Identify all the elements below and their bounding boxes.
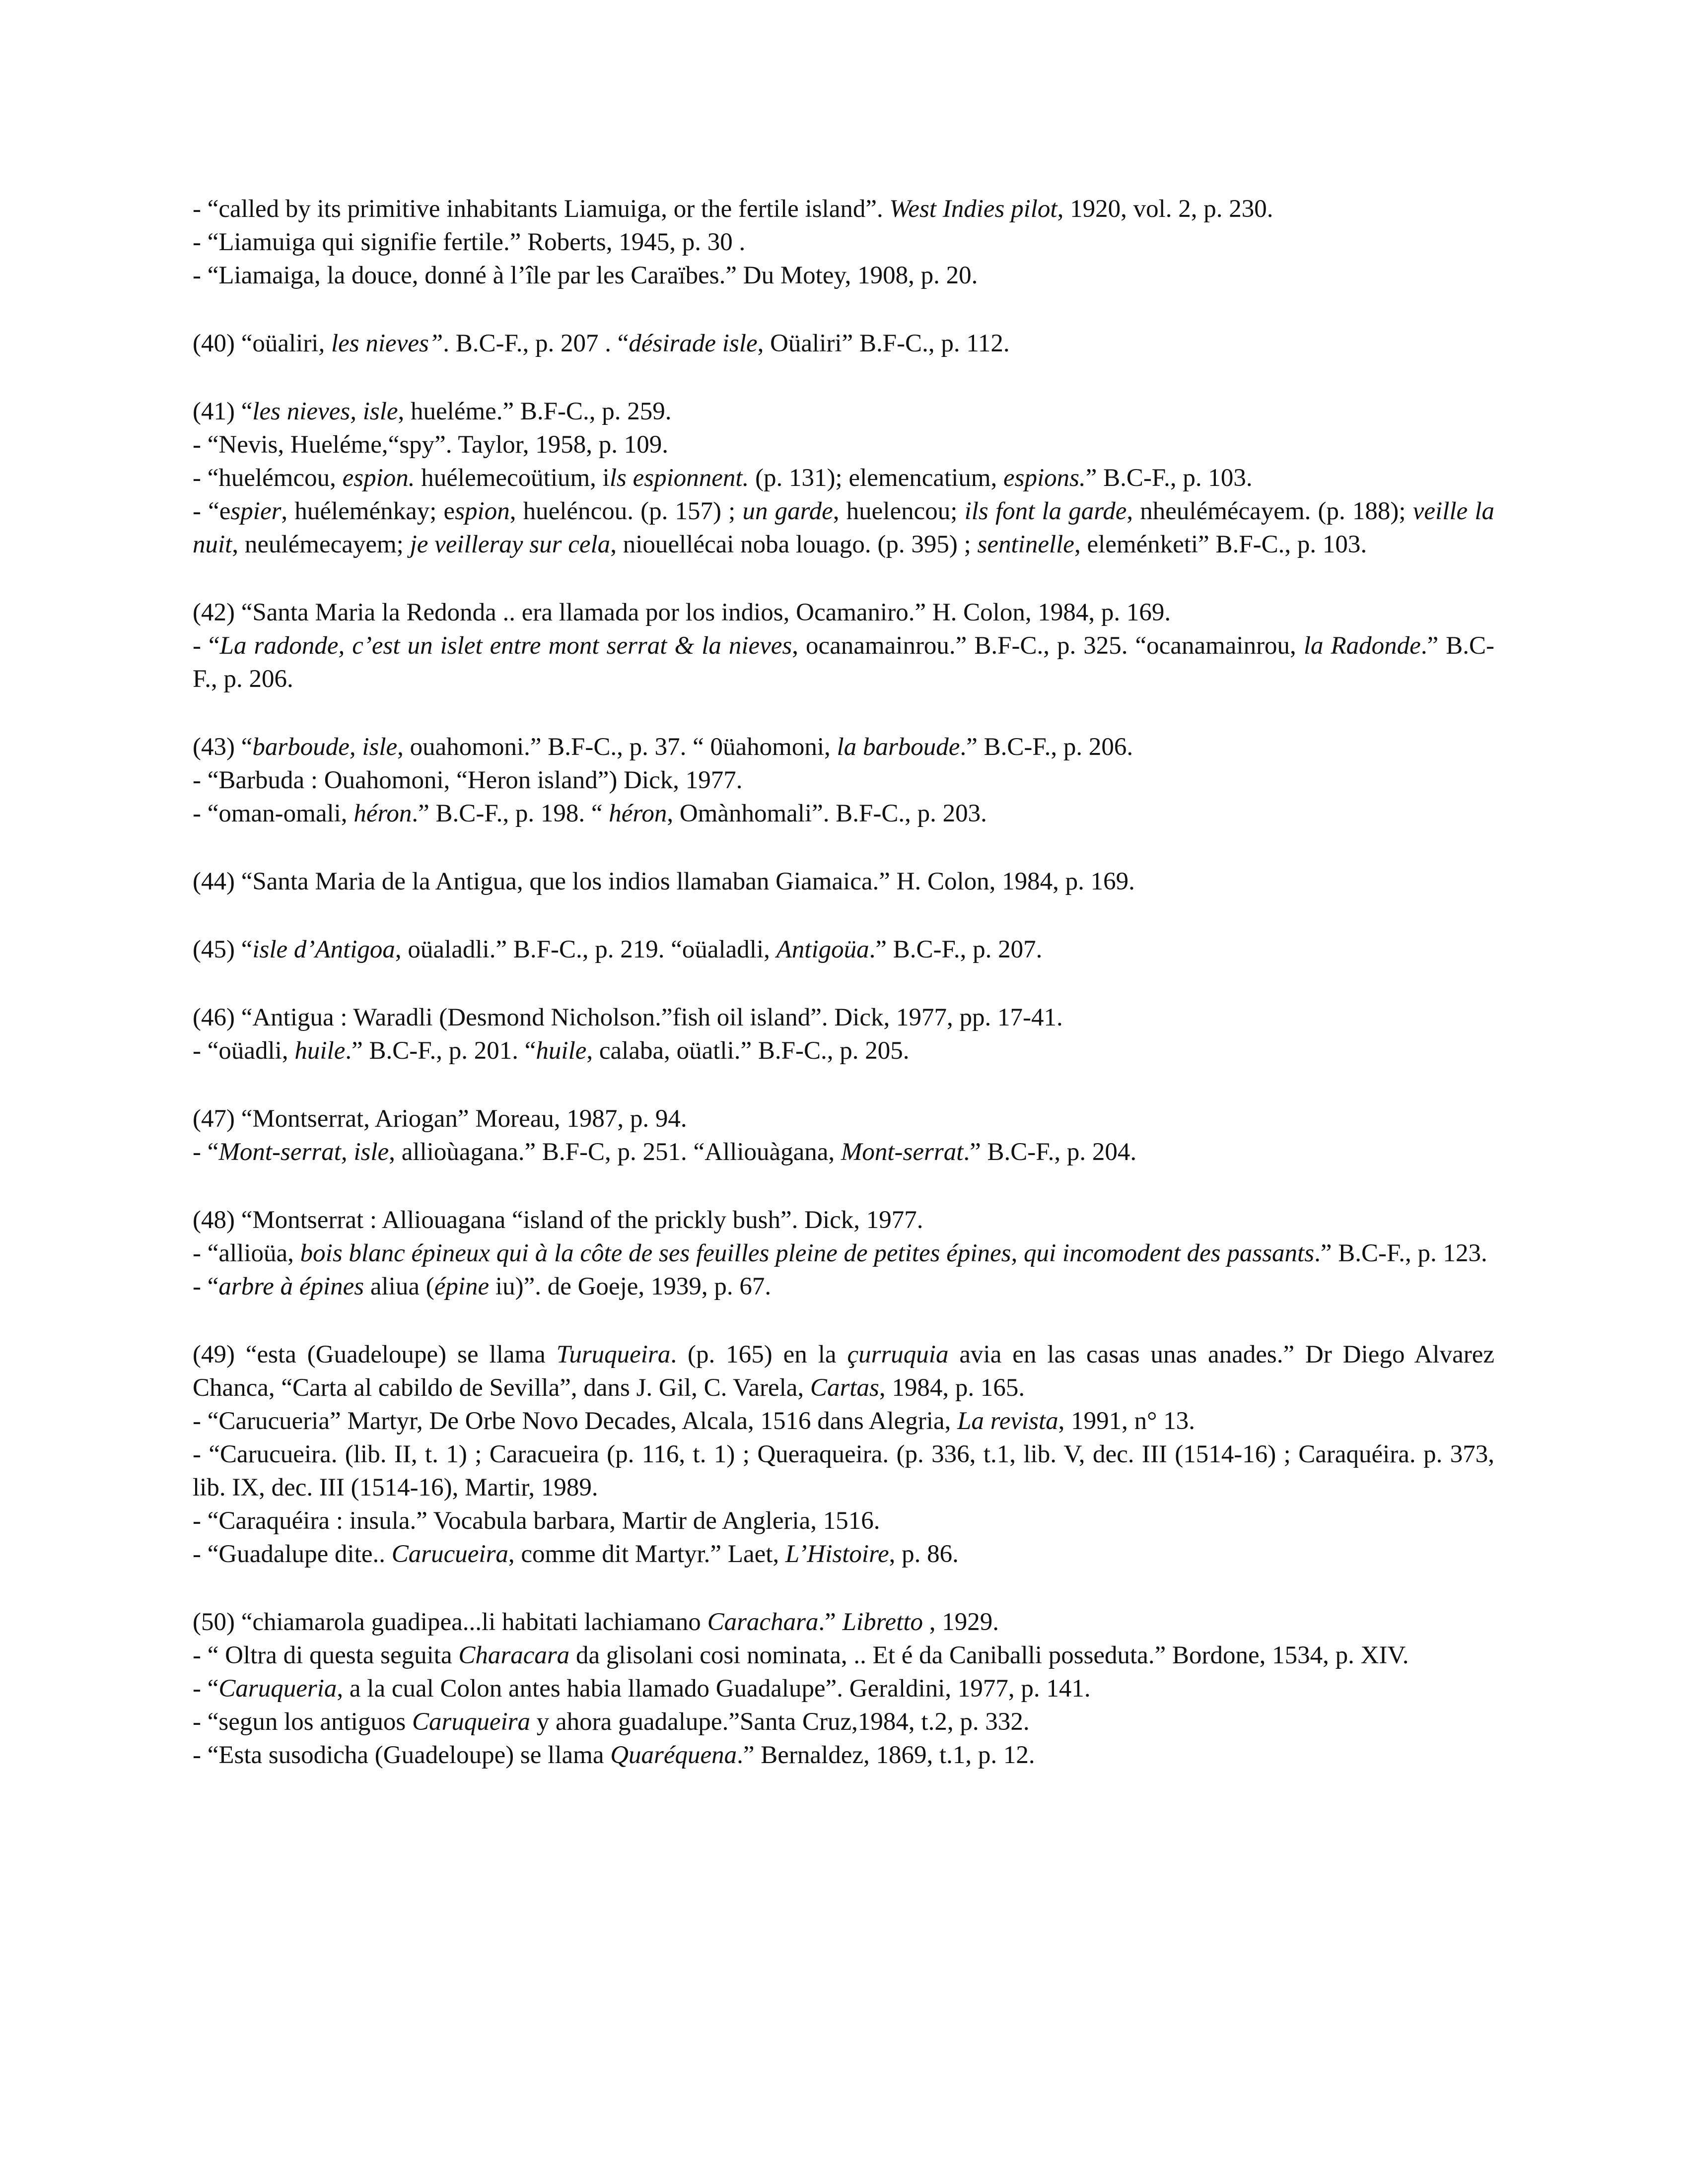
italic-text: Libretto: [842, 1608, 923, 1636]
italic-text: bois blanc épineux qui à la côte de ses feuilles pleine de petites épines, qui incomodent des passants: [300, 1239, 1315, 1267]
italic-text: La radonde, c’est un islet entre mont serrat & la nieves: [219, 632, 792, 660]
text: , ouahomoni.” B.F-C., p. 37. “ 0üahomoni,: [397, 733, 837, 761]
italic-text: Turuqueira: [556, 1341, 671, 1368]
text: , comme dit Martyr.” Laet,: [508, 1540, 785, 1568]
text: - “Liamuiga qui signifie fertile.” Roberts, 1945, p. 30 .: [193, 228, 746, 256]
text: . (p. 165) en la: [670, 1341, 847, 1368]
note-entry: [193, 731, 1494, 830]
text: (48) “Montserrat : Alliouagana “island of the prickly bush”. Dick, 1977.: [193, 1206, 923, 1234]
text: , 1991, n° 13.: [1058, 1407, 1196, 1435]
text: . B.C-F., p. 207 . “: [443, 330, 629, 357]
text: .” B.C-F., p. 198. “: [412, 800, 609, 827]
italic-text: spion: [455, 497, 510, 525]
text: - “oman-omali,: [193, 800, 354, 827]
italic-text: Carucueira: [391, 1540, 508, 1568]
text: - “huelémcou,: [193, 464, 343, 492]
citation-line: [193, 1001, 1494, 1034]
italic-text: veille la nuit: [193, 497, 1494, 558]
text: , allioùagana.” B.F-C, p. 251. “Alliouàgana,: [389, 1138, 841, 1166]
citation-line: [193, 731, 1494, 764]
text: .” B.C-F., p. 206.: [960, 733, 1133, 761]
citation-line: [193, 1034, 1494, 1068]
text: - “Caraquéira : insula.” Vocabula barbara, Martir de Angleria, 1516.: [193, 1507, 880, 1535]
text: - “Esta susodicha (Guadeloupe) se llama: [193, 1741, 611, 1769]
note-entry: [193, 933, 1494, 966]
citation-line: [193, 1639, 1494, 1672]
text: , nheulémécayem. (p. 188);: [1126, 497, 1413, 525]
citation-line: [193, 1237, 1494, 1270]
text: (40) “oüaliri: [193, 330, 319, 357]
italic-text: la Radonde: [1303, 632, 1421, 660]
italic-text: West Indies pilot: [889, 195, 1057, 223]
text: , calaba, oüatli.” B.F-C., p. 205.: [586, 1037, 910, 1065]
text: (49) “esta (Guadeloupe) se llama: [193, 1341, 557, 1368]
citation-line: [193, 1739, 1494, 1772]
text: - “called by its primitive inhabitants Liamuiga, or the fertile island”.: [193, 195, 890, 223]
italic-text: ls espionnent.: [609, 464, 749, 492]
note-entry: [193, 395, 1494, 561]
italic-text: Mont-serrat: [841, 1138, 964, 1166]
note-entry: [193, 1102, 1494, 1169]
italic-text: huile: [536, 1037, 587, 1065]
note-entry: [193, 1001, 1494, 1068]
text: - “segun los antiguos: [193, 1708, 412, 1736]
citation-line: [193, 1504, 1494, 1538]
text: (p. 131); elemencatium,: [749, 464, 1003, 492]
italic-text: isle d’Antigoa: [252, 936, 395, 963]
text: .” B.C-F., p. 204.: [963, 1138, 1137, 1166]
text: , eleménketi” B.F-C., p. 103.: [1074, 531, 1367, 558]
text: (41) “: [193, 398, 253, 425]
citation-line: [193, 259, 1494, 292]
italic-text: Mont-serrat, isle: [218, 1138, 389, 1166]
text: , niouellécai noba louago. (p. 395) ;: [610, 531, 978, 558]
text: - “Carucueria” Martyr, De Orbe Novo Decades, Alcala, 1516 dans Alegria,: [193, 1407, 958, 1435]
text: , Oüaliri” B.F-C., p. 112.: [757, 330, 1010, 357]
text: .” B.C-F., p. 123.: [1314, 1239, 1487, 1267]
text: - “e: [193, 497, 231, 525]
text: - “Guadalupe dite..: [193, 1540, 392, 1568]
italic-text: les nieves, isle: [252, 398, 398, 425]
text: huélemecoütium, i: [415, 464, 610, 492]
italic-text: barboude, isle: [252, 733, 398, 761]
text: - “oüadli,: [193, 1037, 295, 1065]
citation-line: [193, 1136, 1494, 1169]
text: (44) “Santa Maria de la Antigua, que los indios llamaban Giamaica.” H. Colon, 1984, p. 169.: [193, 868, 1135, 895]
italic-text: espions.: [1003, 464, 1086, 492]
text: (50) “chiamarola guadipea...li habitati lachiamano: [193, 1608, 707, 1636]
citation-line: [193, 1438, 1494, 1504]
text: (45) “: [193, 936, 253, 963]
note-entry: [193, 865, 1494, 898]
note-entry: [193, 596, 1494, 696]
text: , hueléme.” B.F-C., p. 259.: [398, 398, 672, 425]
text: .”: [818, 1608, 843, 1636]
italic-text: ils font la garde: [964, 497, 1127, 525]
citation-line: [193, 327, 1494, 360]
citation-line: [193, 1204, 1494, 1237]
document-page: [193, 193, 1494, 1807]
text: , oüaladli.” B.F-C., p. 219. “oüaladli,: [395, 936, 776, 963]
citation-line: [193, 395, 1494, 428]
citation-line: [193, 193, 1494, 226]
italic-text: Quaréquena: [610, 1741, 737, 1769]
text: - “: [193, 1273, 219, 1300]
text: , neulémecayem;: [232, 531, 410, 558]
citation-line: [193, 1538, 1494, 1571]
citation-line: [193, 462, 1494, 495]
text: .” B.C-F., p. 206.: [193, 632, 1494, 693]
italic-text: un garde: [742, 497, 833, 525]
citation-line: [193, 865, 1494, 898]
citation-line: [193, 1270, 1494, 1303]
text: , huelencou;: [833, 497, 965, 525]
text: .” B.C-F., p. 201. “: [345, 1037, 536, 1065]
text: , p. 86.: [889, 1540, 959, 1568]
italic-text: Caruqueria: [218, 1675, 337, 1703]
text: .” B.C-F., p. 207.: [869, 936, 1043, 963]
text: ” B.C-F., p. 103.: [1085, 464, 1253, 492]
citation-line: [193, 933, 1494, 966]
italic-text: la barboude: [837, 733, 960, 761]
italic-text: Caruqueira: [412, 1708, 530, 1736]
italic-text: héron: [353, 800, 412, 827]
text: - “ Oltra di questa seguita: [193, 1641, 459, 1669]
text: - “: [193, 632, 220, 660]
text: - “: [193, 1675, 219, 1703]
text: iu)”. de Goeje, 1939, p. 67.: [489, 1273, 772, 1300]
text: , 1984, p. 165.: [879, 1374, 1025, 1402]
citation-line: [193, 1405, 1494, 1438]
italic-text: Antigoüa: [776, 936, 869, 963]
text: (42) “Santa Maria la Redonda .. era llamada por los indios, Ocamaniro.” H. Colon, 1984, p. 169.: [193, 599, 1171, 626]
text: y ahora guadalupe.”Santa Cruz,1984, t.2, p. 332.: [530, 1708, 1030, 1736]
text: aliua (: [364, 1273, 434, 1300]
text: , 1929.: [923, 1608, 999, 1636]
citation-line: [193, 1338, 1494, 1405]
text: (46) “Antigua : Waradli (Desmond Nicholson.”fish oil island”. Dick, 1977, pp. 17-41.: [193, 1004, 1063, 1031]
citation-line: [193, 495, 1494, 561]
text: , a la cual Colon antes habia llamado Guadalupe”. Geraldini, 1977, p. 141.: [337, 1675, 1091, 1703]
text: , Omànhomali”. B.F-C., p. 203.: [667, 800, 987, 827]
text: , 1920, vol. 2, p. 230.: [1057, 195, 1273, 223]
italic-text: çurruquia: [847, 1341, 949, 1368]
italic-text: arbre à épines: [218, 1273, 364, 1300]
note-entry: [193, 1338, 1494, 1571]
text: - “allioüa,: [193, 1239, 300, 1267]
citation-line: [193, 226, 1494, 259]
citation-line: [193, 596, 1494, 629]
text: da glisolani cosi nominata, .. Et é da Caniballi posseduta.” Bordone, 1534, p. XIV.: [569, 1641, 1409, 1669]
citation-line: [193, 1706, 1494, 1739]
citation-line: [193, 428, 1494, 462]
note-entry: [193, 1204, 1494, 1303]
italic-text: Cartas: [810, 1374, 879, 1402]
text: (47) “Montserrat, Ariogan” Moreau, 1987, p. 94.: [193, 1105, 687, 1133]
italic-text: je veilleray sur cela: [410, 531, 611, 558]
text: - “Carucueira. (lib. II, t. 1) ; Caracueira (p. 116, t. 1) ; Queraqueira. (p. 336, t.1, lib. V, dec. III (1514-16) ; Caraquéira. p. 373, lib. IX, dec. III (1514-16), Martir, 1989.: [193, 1440, 1494, 1502]
italic-text: sentinelle: [977, 531, 1074, 558]
italic-text: Characara: [458, 1641, 570, 1669]
italic-text: désirade isle: [629, 330, 758, 357]
text: .” Bernaldez, 1869, t.1, p. 12.: [737, 1741, 1035, 1769]
text: , hueléncou. (p. 157) ;: [509, 497, 743, 525]
text: - “Liamaiga, la douce, donné à l’île par les Caraïbes.” Du Motey, 1908, p. 20.: [193, 262, 978, 289]
italic-text: espion.: [342, 464, 415, 492]
citation-line: [193, 764, 1494, 797]
citation-line: [193, 797, 1494, 830]
note-entry: [193, 327, 1494, 360]
citation-line: [193, 629, 1494, 696]
citation-line: [193, 1102, 1494, 1136]
text: , huéleménkay; e: [281, 497, 455, 525]
italic-text: spier: [230, 497, 281, 525]
italic-text: La revista: [957, 1407, 1058, 1435]
italic-text: héron: [609, 800, 667, 827]
note-entry: [193, 1606, 1494, 1772]
italic-text: L’Histoire: [785, 1540, 889, 1568]
italic-text: épine: [434, 1273, 490, 1300]
citation-line: [193, 1606, 1494, 1639]
text: - “: [193, 1138, 219, 1166]
italic-text: Carachara: [707, 1608, 819, 1636]
text: , ocanamainrou.” B.F-C., p. 325. “ocanamainrou,: [792, 632, 1304, 660]
text: - “Barbuda : Ouahomoni, “Heron island”) Dick, 1977.: [193, 766, 743, 794]
text: avia en las casas unas anades.” Dr Diego Alvarez Chanca, “Carta al cabildo de Sevilla”, dans J. Gil, C. Varela,: [193, 1341, 1494, 1402]
citation-line: [193, 1672, 1494, 1706]
text: (43) “: [193, 733, 253, 761]
note-entry: [193, 193, 1494, 292]
text: - “Nevis, Hueléme,“spy”. Taylor, 1958, p. 109.: [193, 431, 668, 459]
italic-text: huile: [294, 1037, 346, 1065]
italic-text: , les nieves”: [318, 330, 443, 357]
